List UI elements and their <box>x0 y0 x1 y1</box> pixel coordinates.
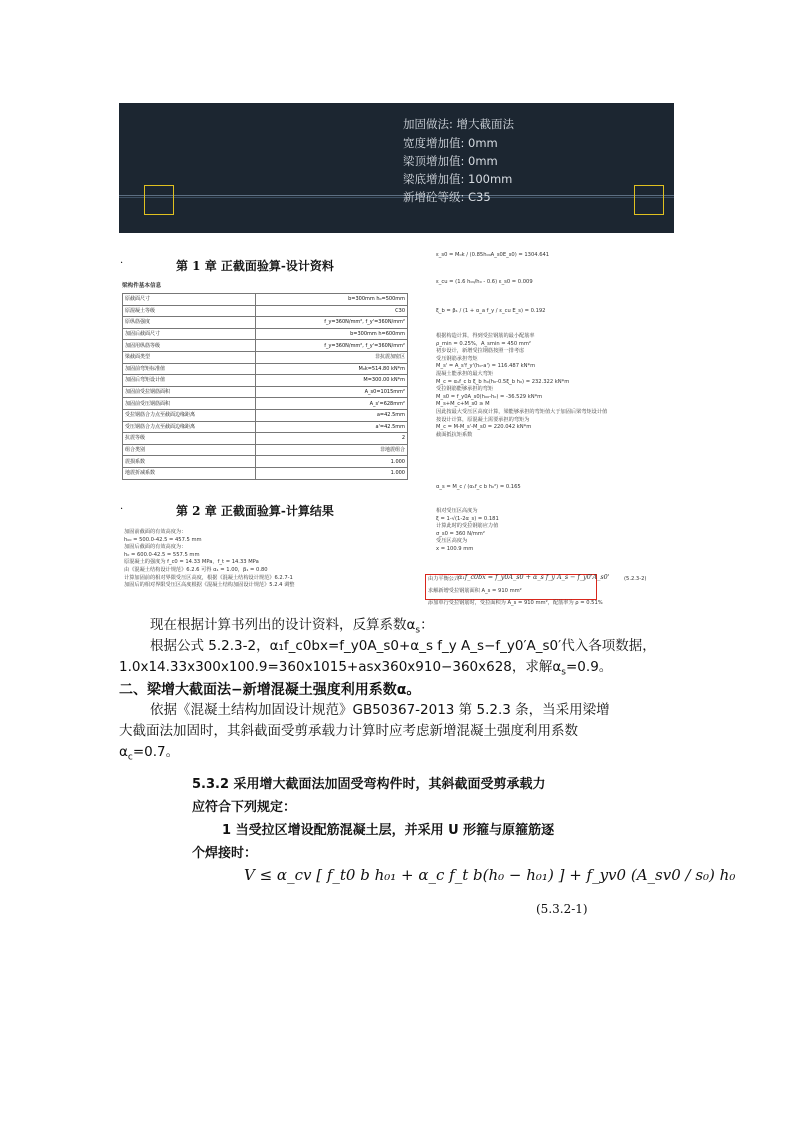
force-balance-result: 求解新增受拉钢筋面积 A_s = 910 mm² <box>428 588 522 594</box>
design-table-value: 非地震组合 <box>255 444 407 456</box>
design-table-row <box>123 409 408 421</box>
cad-text-width: 宽度增加值: 0mm <box>403 136 498 150</box>
calc-right-formula: ε_s0 = M₀k / (0.85h₀₀A_s0E_s0) = 1304.641 <box>436 252 550 258</box>
design-table-row <box>123 317 408 329</box>
calc-right-line: M_s+M_c+M_s0 ≥ M <box>436 401 490 408</box>
design-table-label: 梁截面类型 <box>123 351 256 363</box>
design-table-label: 加固前弯矩标准值 <box>123 363 256 375</box>
calc-right-line: 相对受压区高度为 <box>436 508 478 514</box>
design-table-value: C30 <box>255 305 407 317</box>
body-p1-sub: s <box>415 625 421 636</box>
calc-right-formula: α_s = M_c / (α₁f_c b h₀²) = 0.165 <box>436 484 521 490</box>
design-table-value: M₀k=514.80 kN*m <box>255 363 407 375</box>
chapter2-bullet: · <box>120 504 124 515</box>
design-table-row <box>123 456 408 468</box>
design-table-label: 加固后截面尺寸 <box>123 328 256 340</box>
design-table-value: A_s0=1015mm² <box>255 386 407 398</box>
cad-beam-line <box>119 195 674 196</box>
design-table-value: b=300mm h=600mm <box>255 328 407 340</box>
cad-beam-line-secondary <box>119 197 674 198</box>
design-table-row <box>123 421 408 433</box>
calc-right-block <box>436 333 607 439</box>
body-p1-text: 现在根据计算书列出的设计资料，反算系数α <box>150 617 416 633</box>
chapter1-title: 第 1 章 正截面验算-设计资料 <box>176 259 334 273</box>
cad-text-method: 加固做法: 增大截面法 <box>403 117 515 131</box>
calc-right-line: 受压区高度为 <box>436 538 468 545</box>
design-table-row <box>123 467 408 479</box>
calc-right-line: 按设计计算，原混凝土需要承担的弯矩为 <box>436 416 530 423</box>
design-table-header: 梁构件基本信息 <box>122 283 162 289</box>
cad-column-right <box>634 185 664 215</box>
design-table-label: 加固后弯矩设计值 <box>123 375 256 387</box>
spec-line-4: 个焊接时： <box>192 846 258 861</box>
body-p6-text: α <box>119 744 128 760</box>
body-paragraph-6 <box>119 742 179 769</box>
calc-left-block <box>124 529 294 590</box>
calc-right-line: 因此按最大受压区高度计算，梁能够承担的弯矩值大于加固后梁弯矩设计值 <box>436 408 608 415</box>
design-table-value: 非抗震加密区 <box>255 351 407 363</box>
design-table-row <box>123 386 408 398</box>
calc-right-line: x = 100.9 mm <box>436 545 474 552</box>
design-table-row <box>123 294 408 306</box>
calc-right-line: M_s' = A_s'f_y'(h₀-a') = 116.487 kN*m <box>436 363 536 370</box>
body-paragraph-5: 大截面法加固时，其斜截面受剪承载力计算时应考虑新增混凝土强度利用系数 <box>119 723 578 739</box>
calc-left-line: 计算加固前的相对界限受压区高度，根据《混凝土结构设计规范》6.2.7-1 <box>124 574 293 581</box>
design-table-label: 受拉钢筋合力点至截面边缘距离 <box>123 409 256 421</box>
design-table-label: 组合类别 <box>123 444 256 456</box>
calc-right-formula: ε_cu = (1.6 h₀₀/h₀ - 0.6) ε_s0 = 0.009 <box>436 279 533 285</box>
force-balance-label: 由力平衡公式 <box>428 576 460 582</box>
design-table-label: 原混凝土等级 <box>123 305 256 317</box>
body-p6-sub: c <box>127 752 133 763</box>
calc-right-line: 受拉钢筋能够承担的弯矩 <box>436 386 494 393</box>
calc-right-block-2 <box>436 508 499 554</box>
design-table-value: 1.000 <box>255 456 407 468</box>
design-table-value: a=42.5mm <box>255 409 407 421</box>
cad-drawing-panel <box>119 103 674 233</box>
calc-right-line: ρ_min = 0.25%，A_smin = 450 mm² <box>436 340 531 347</box>
calc-right-line: σ_s0 = 360 N/mm² <box>436 530 485 537</box>
design-table-label: 受压钢筋合力点至截面边缘距离 <box>123 421 256 433</box>
design-table-label: 原截面尺寸 <box>123 294 256 306</box>
design-table-row <box>123 433 408 445</box>
design-table-row <box>123 375 408 387</box>
spec-line-1: 5.3.2 采用增大截面法加固受弯构件时，其斜截面受剪承载力 <box>192 777 546 792</box>
design-table-row <box>123 328 408 340</box>
design-table-row <box>123 351 408 363</box>
design-table-label: 抗震等级 <box>123 433 256 445</box>
calc-right-line: ξ = 1-√(1-2α_s) = 0.181 <box>436 515 499 522</box>
chapter2-title: 第 2 章 正截面验算-计算结果 <box>176 504 334 518</box>
design-table-label: 加固前受压钢筋面积 <box>123 398 256 410</box>
design-table-value: 2 <box>255 433 407 445</box>
design-table-value: f_y=360N/mm², f_y'=360N/mm² <box>255 317 407 329</box>
spec-line-3: 1 当受拉区增设配筋混凝土层，并采用 U 形箍与原箍筋逐 <box>222 823 555 838</box>
cad-text-bottom: 梁底增加值: 100mm <box>403 172 513 186</box>
design-table-label: 震损系数 <box>123 456 256 468</box>
cad-text-concrete: 新增砼等级: C35 <box>403 190 491 204</box>
calc-right-line: 截面抵抗矩系数 <box>436 431 473 438</box>
calc-right-line: 初步设计，新增受拉钢筋按照一排考虑 <box>436 348 525 355</box>
design-table-value: f_y=360N/mm², f_y'=360N/mm² <box>255 340 407 352</box>
design-table-value: 1.000 <box>255 467 407 479</box>
spec-line-2: 应符合下列规定： <box>192 800 297 815</box>
body-p3-end: =0.9。 <box>566 659 613 675</box>
design-table-label: 地震折减系数 <box>123 467 256 479</box>
design-table-row <box>123 305 408 317</box>
design-table-label: 加固用纵筋等级 <box>123 340 256 352</box>
calc-last-line: 添加单行受拉钢筋时，受拉面积为 A_s = 910 mm²，配筋率为 ρ = 0.51% <box>428 600 603 606</box>
design-data-table <box>122 293 408 480</box>
calc-right-line: 计算此时的受拉钢筋应力值 <box>436 523 499 530</box>
calc-right-line: 受压钢筋承担弯矩 <box>436 355 478 362</box>
calc-right-line: 混凝土能承担的最大弯矩 <box>436 370 494 377</box>
calc-left-line: 加固后截面的有效高度为： <box>124 544 187 551</box>
spec-formula: V ≤ α_cv [ f_t0 b h₀₁ + α_c f_t b(h₀ − h₀₁) ] + f_yv0 (A_sv0 / s₀) h₀ <box>244 866 736 884</box>
calc-right-line: M_s0 = f_y0A_s0(h₀₀-h₀) = -36.529 kN*m <box>436 393 543 400</box>
body-p3-text: 1.0x14.33x300x100.9=360x1015+asx360x910−360x628，求解α <box>119 659 562 675</box>
cad-text-top: 梁顶增加值: 0mm <box>403 154 498 168</box>
design-table-value: a'=42.5mm <box>255 421 407 433</box>
force-balance-formula: α₁f_c0bx = f_y0A_s0 + α_s f_y A_s − f_y0'A_s0' <box>458 573 610 581</box>
design-table-value: A_s'=628mm² <box>255 398 407 410</box>
calc-left-line: 加固前截面的有效高度为： <box>124 529 187 535</box>
design-table-value: b=300mm h₀=500mm <box>255 294 407 306</box>
body-p6-end: =0.7。 <box>132 744 180 760</box>
force-balance-eqno: (5.2.3-2) <box>624 576 647 582</box>
design-table-row <box>123 398 408 410</box>
calc-right-line: 根据构造计算，得到受拉钢筋的最小配筋率 <box>436 333 535 339</box>
cad-column-left <box>144 185 174 215</box>
calc-left-line: 加固后的相对界限受压区高度根据《混凝土结构加固设计规范》5.2.4 调整 <box>124 582 295 589</box>
calc-right-formula: ξ_b = β₁ / (1 + α_a f_y / ε_cu E_s) = 0.192 <box>436 308 546 314</box>
body-paragraph-4: 依据《混凝土结构加固设计规范》GB50367-2013 第 5.2.3 条，当采用梁增 <box>150 702 610 718</box>
calc-right-line: M_c = M-M_s'-M_s0 = 220.042 kN*m <box>436 424 532 431</box>
body-p1-end: ： <box>420 617 434 633</box>
design-table-row <box>123 340 408 352</box>
design-table-label: 原纵筋强度 <box>123 317 256 329</box>
body-p3-sub: s <box>561 667 566 678</box>
design-table-row <box>123 444 408 456</box>
design-table-row <box>123 363 408 375</box>
design-table-label: 加固前受拉钢筋面积 <box>123 386 256 398</box>
calc-left-line: h₀ = 600.0-42.5 = 557.5 mm <box>124 551 200 558</box>
calc-right-line: M_c = α₁f_c b ξ_b h₀(h₀-0.5ξ_b h₀) = 232.322 kN*m <box>436 378 570 385</box>
spec-eqno: (5.3.2-1) <box>536 902 588 916</box>
chapter1-bullet: · <box>120 258 124 269</box>
calc-left-line: 由《混凝土结构设计规范》6.2.6 可得 α₁ = 1.00，β₁ = 0.80 <box>124 566 268 573</box>
design-table-value: M=300.00 kN*m <box>255 375 407 387</box>
section-heading: 二、梁增大截面法−新增混凝土强度利用系数α。 <box>119 682 421 698</box>
body-paragraph-2: 根据公式 5.2.3-2，α₁f_c0bx=f_y0A_s0+α_s f_y A_s−f_y0′A_s0′代入各项数据， <box>150 638 656 654</box>
calc-left-line: 原混凝土的强度为 f_c0 = 14.33 MPa，f_t = 14.33 MPa <box>124 559 259 566</box>
calc-left-line: h₀₀ = 500.0-42.5 = 457.5 mm <box>124 536 202 543</box>
